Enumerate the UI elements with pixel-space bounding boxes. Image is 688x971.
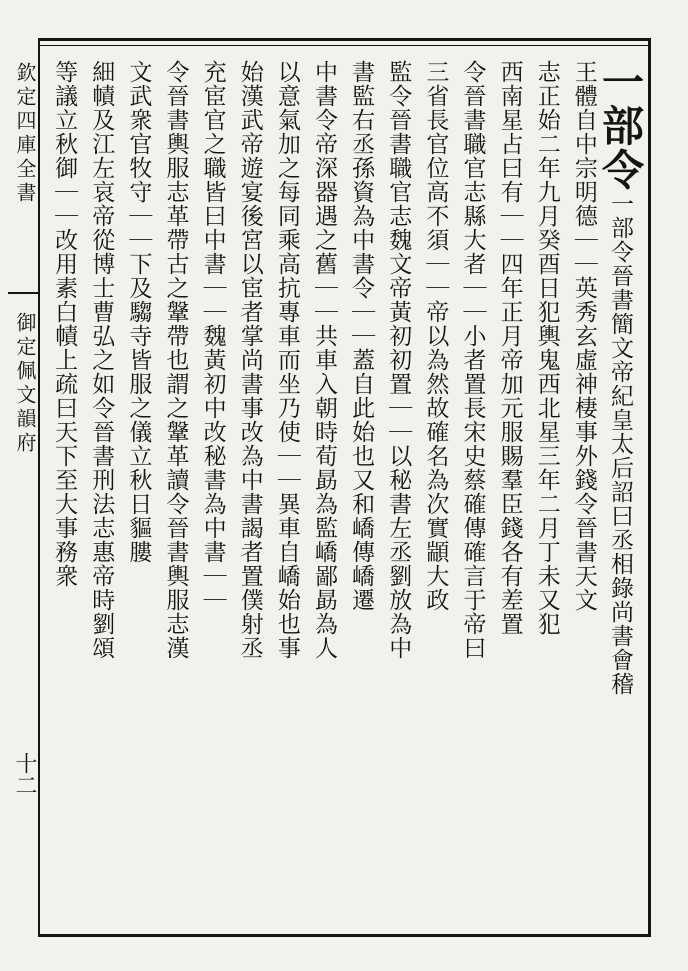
text-column-10: 以意氣加之每同乘高抗專車而坐乃使｜｜異車自嶠始也事 xyxy=(273,60,300,660)
top-border-rule-inner xyxy=(38,45,648,46)
text-column-4: 西南星占曰有｜｜四年正月帝加元服賜羣臣錢各有差置 xyxy=(496,60,523,636)
text-column-16: 等議立秋御｜｜改用素白幘上疏曰天下至大事務衆 xyxy=(51,60,78,588)
text-column-12: 充宦官之職皆曰中書｜｜魏黃初中改秘書為中書｜｜ xyxy=(199,60,226,612)
text-column-3: 志正始二年九月癸酉日犯輿鬼西北星三年二月丁未又犯 xyxy=(533,60,560,636)
page-number: 十二 xyxy=(12,752,37,796)
text-column-15: 細幘及江左哀帝從博士曹弘之如令晉書刑法志惠帝時劉頌 xyxy=(88,60,115,660)
text-column-6: 三省長官位高不須｜｜帝以為然故確名為次實顓大政 xyxy=(422,60,449,612)
text-column-14: 文武衆官牧守｜｜下及騶寺皆服之儀立秋日貙膢 xyxy=(125,60,152,564)
section-title: 御定佩文韻府 xyxy=(13,312,37,456)
text-column-9: 中書令帝深器遇之舊｜｜共車入朝時荀勗為監嶠鄙勗為人 xyxy=(311,60,337,660)
text-column-1: 一部令一部令晉書簡文帝紀皇太后詔曰丞相錄尚書會稽 xyxy=(596,60,645,696)
right-border-rule xyxy=(648,38,651,937)
margin-divider-rule xyxy=(8,292,40,294)
text-column-2: 王體自中宗明德｜｜英秀玄虛神棲事外錢令晉書天文 xyxy=(570,60,597,612)
text-column-13: 令晉書輿服志革帶古之鞶帶也謂之鞶革讀令晉書輿服志漢 xyxy=(162,60,189,660)
text-column-5: 令晉書職官志縣大者｜｜小者置長宋史蔡確傳確言于帝曰 xyxy=(459,60,486,660)
bottom-border-rule xyxy=(38,934,648,937)
text-column-8: 書監右丞孫資為中書令｜｜蓋自此始也又和嶠傳嶠遷 xyxy=(348,60,375,612)
running-title: 欽定四庫全書 xyxy=(13,62,37,206)
top-border-rule xyxy=(38,38,648,41)
text-column-11: 始漢武帝遊宴後宮以宦者掌尚書事改為中書謁者置僕射丞 xyxy=(236,60,263,660)
text-column-7: 監令晉書職官志魏文帝黃初初置｜｜以秘書左丞劉放為中 xyxy=(385,60,412,660)
